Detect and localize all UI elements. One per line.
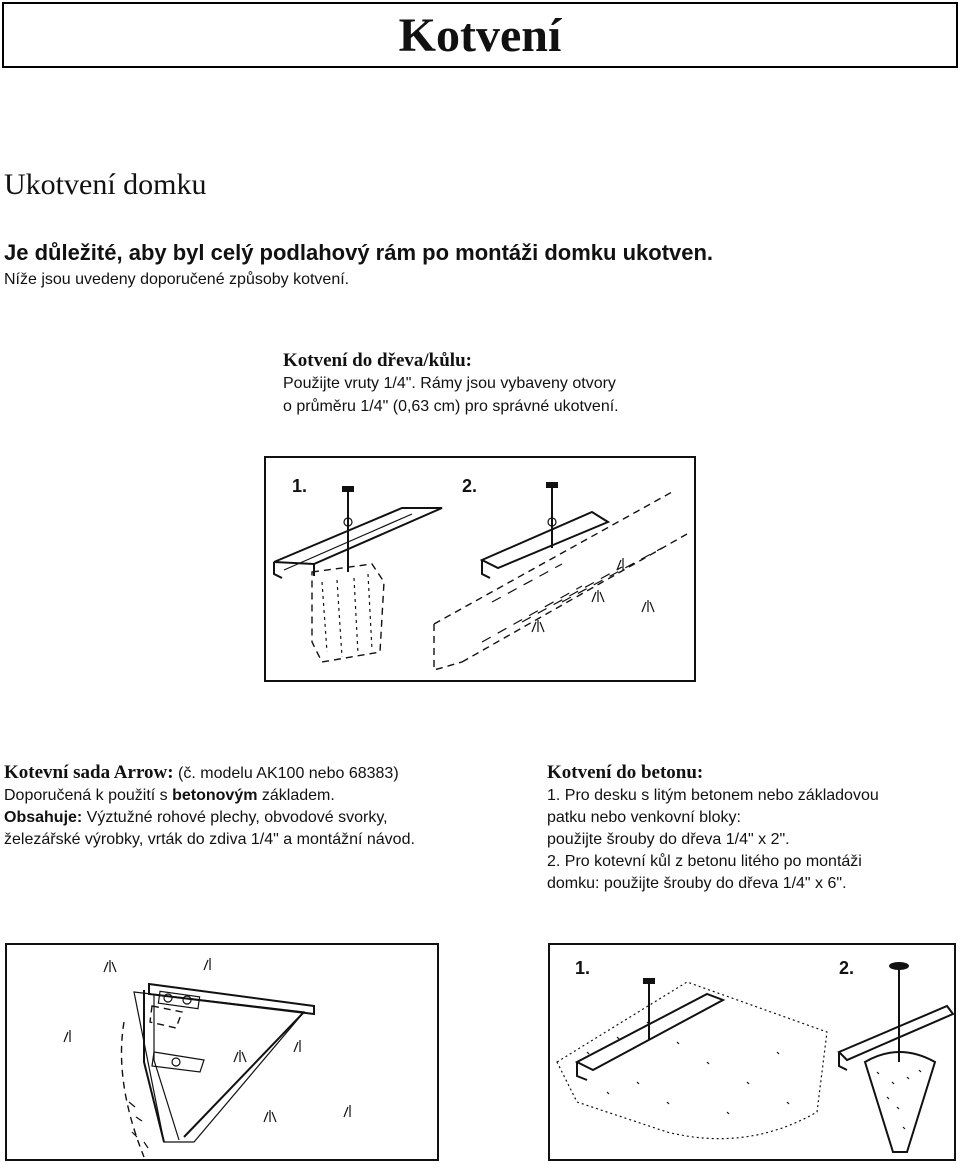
intro-lead: Je důležité, aby byl celý podlahový rám po montáži domku ukotven. xyxy=(4,240,714,265)
concrete-line-1: 1. Pro desku s litým betonem nebo základovou xyxy=(547,787,879,804)
arrow-kit-rec-bold: betonovým xyxy=(172,787,258,804)
concrete-line-2: patku nebo venkovní bloky: xyxy=(547,809,741,826)
arrow-kit-contents-line-2: železářské výrobky, vrták do zdiva 1/4" a montážní návod. xyxy=(4,831,415,848)
concrete-anchoring-illustration xyxy=(547,942,957,1162)
concrete-figure-label-1: 1. xyxy=(575,958,591,978)
wood-figure-label-1: 1. xyxy=(292,476,308,496)
wood-line-2: o průměru 1/4" (0,63 cm) pro správné ukotvení. xyxy=(283,398,619,415)
arrow-kit-contents-text: Výztužné rohové plechy, obvodové svorky, xyxy=(82,809,388,826)
concrete-heading: Kotvení do betonu: xyxy=(547,762,704,783)
concrete-line-5: domku: použijte šrouby do dřeva 1/4" x 6". xyxy=(547,875,847,892)
arrow-kit-heading-line xyxy=(4,762,399,784)
intro-sub: Níže jsou uvedeny doporučené způsoby kotvení. xyxy=(4,271,350,288)
arrow-kit-rec-suffix: základem. xyxy=(257,787,335,804)
arrow-kit-contents xyxy=(4,807,388,829)
wood-heading: Kotvení do dřeva/kůlu: xyxy=(283,350,472,371)
page-title: Kotvení xyxy=(398,9,562,62)
section-heading: Ukotvení domku xyxy=(4,168,207,201)
wood-figure-label-2: 2. xyxy=(462,476,478,496)
arrow-kit-illustration xyxy=(4,942,440,1162)
wood-line-1: Použijte vruty 1/4". Rámy jsou vybaveny otvory xyxy=(283,375,616,392)
arrow-kit-contents-label: Obsahuje: xyxy=(4,809,83,826)
wood-anchoring-illustration xyxy=(262,452,698,684)
arrow-kit-heading: Kotevní sada Arrow: xyxy=(4,762,174,783)
concrete-line-4: 2. Pro kotevní kůl z betonu litého po montáži xyxy=(547,853,862,870)
arrow-kit-recommendation xyxy=(4,785,335,807)
arrow-kit-model: (č. modelu AK100 nebo 68383) xyxy=(173,765,399,782)
concrete-line-3: použijte šrouby do dřeva 1/4" x 2". xyxy=(547,831,790,848)
arrow-kit-rec-prefix: Doporučená k použití s xyxy=(4,787,173,804)
concrete-figure-label-2: 2. xyxy=(839,958,855,978)
